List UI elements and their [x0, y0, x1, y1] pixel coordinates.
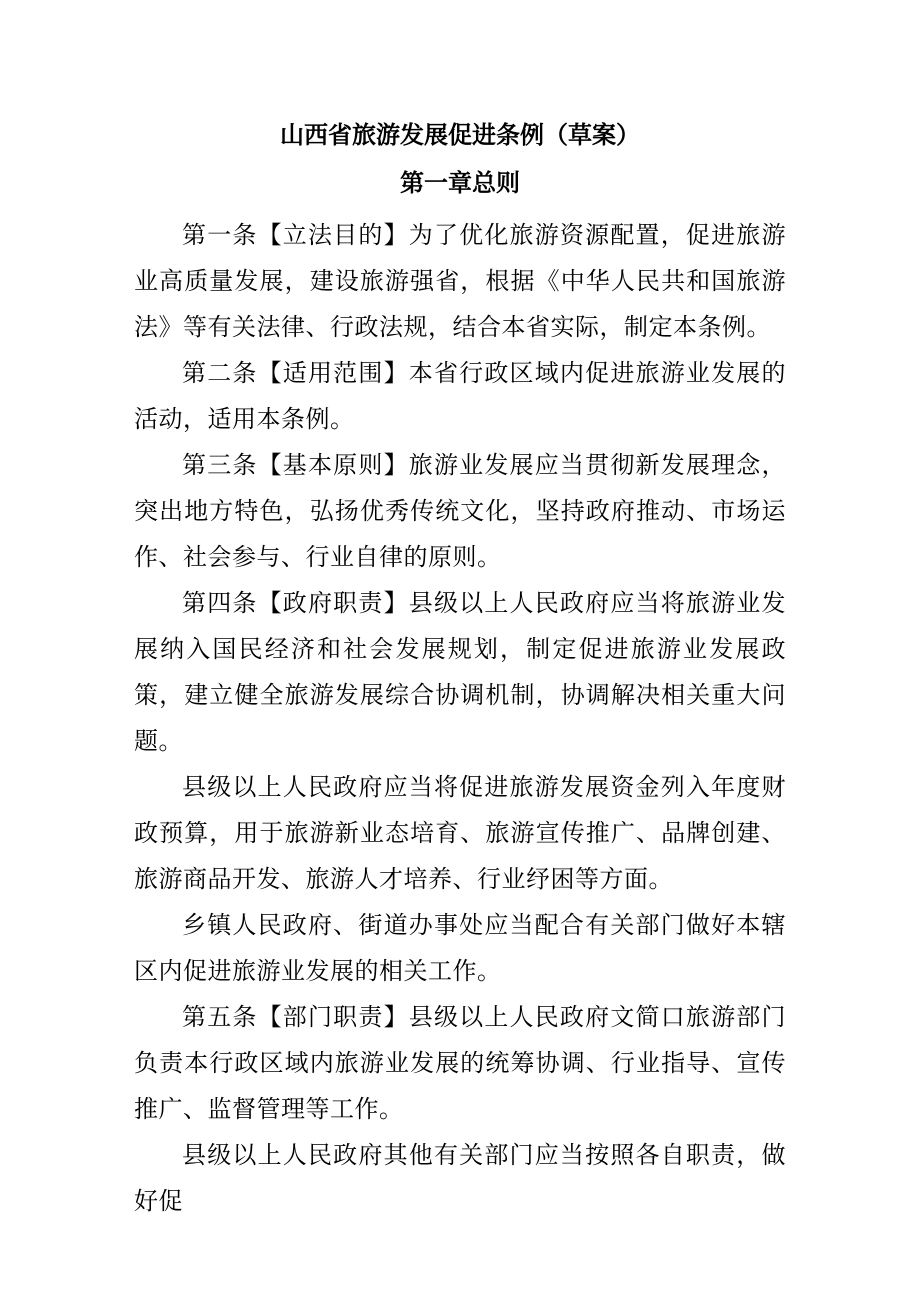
document-body — [134, 212, 786, 1224]
paragraph-article-1: 第一条【立法目的】为了优化旅游资源配置，促进旅游业高质量发展，建设旅游强省，根据《中华人民共和国旅游法》等有关法律、行政法规，结合本省实际，制定本条例。 — [134, 221, 786, 341]
paragraph-article-2: 第二条【适用范围】本省行政区域内促进旅游业发展的活动，适用本条例。 — [134, 359, 786, 433]
paragraph-article-4-clause-2: 县级以上人民政府应当将促进旅游发展资金列入年度财政预算，用于旅游新业态培育、旅游宣传推广、品牌创建、旅游商品开发、旅游人才培养、行业纾困等方面。 — [134, 773, 786, 893]
paragraph-article-5: 第五条【部门职责】县级以上人民政府文简口旅游部门负责本行政区域内旅游业发展的统筹协调、行业指导、宣传推广、监督管理等工作。 — [134, 1003, 786, 1123]
chapter-title: 第一章总则 — [400, 169, 520, 197]
paragraph-article-4: 第四条【政府职责】县级以上人民政府应当将旅游业发展纳入国民经济和社会发展规划，制定促进旅游业发展政策，建立健全旅游发展综合协调机制，协调解决相关重大问题。 — [134, 589, 786, 755]
paragraph-article-4-clause-3: 乡镇人民政府、街道办事处应当配合有关部门做好本辖区内促进旅游业发展的相关工作。 — [134, 911, 786, 985]
document-title: 山西省旅游发展促进条例（草案） — [280, 121, 640, 149]
paragraph-article-5-clause-2: 县级以上人民政府其他有关部门应当按照各自职责，做好促 — [134, 1141, 786, 1215]
paragraph-article-3: 第三条【基本原则】旅游业发展应当贯彻新发展理念，突出地方特色，弘扬优秀传统文化，坚持政府推动、市场运作、社会参与、行业自律的原则。 — [134, 451, 786, 571]
